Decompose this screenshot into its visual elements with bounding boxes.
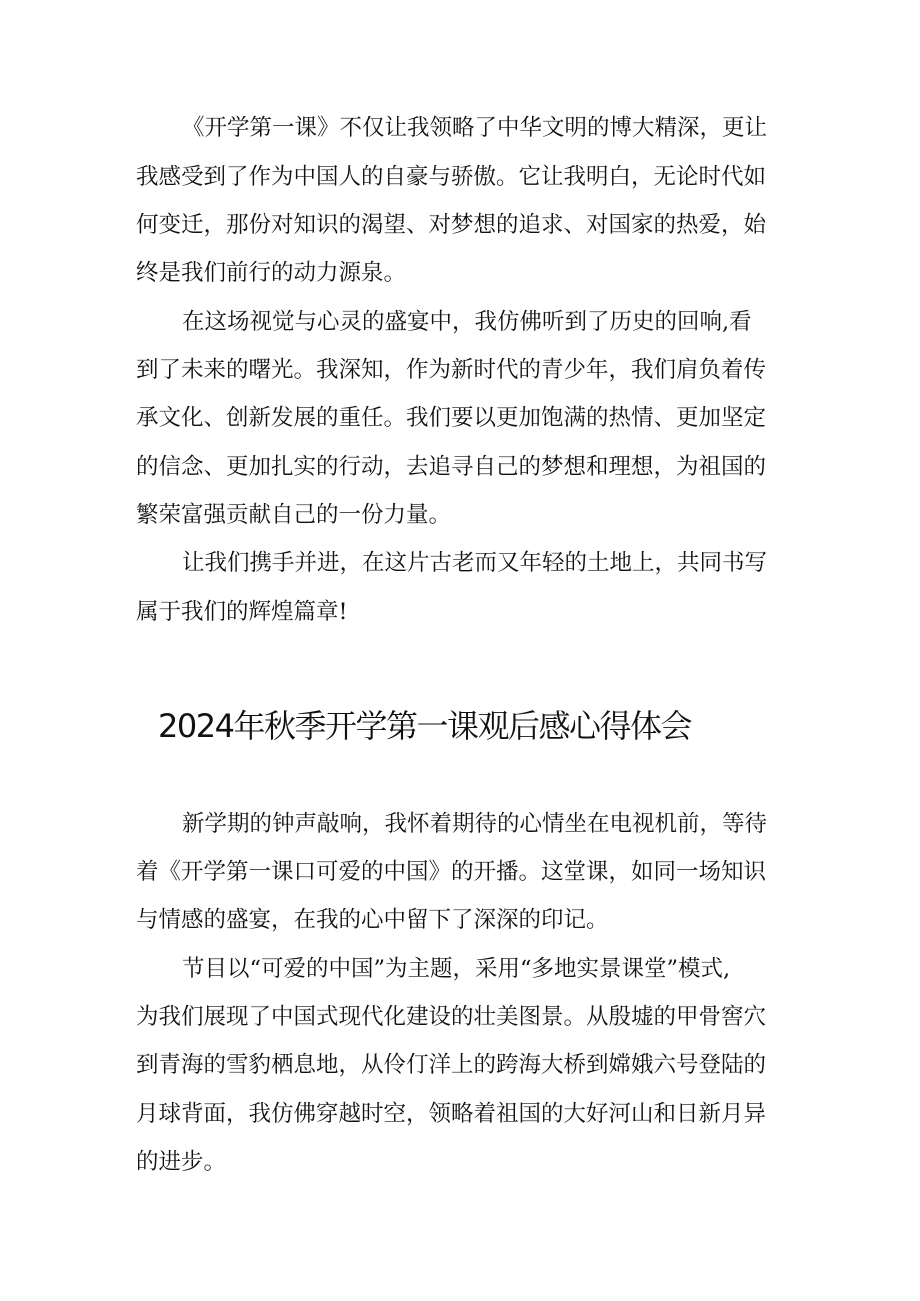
body-text-line: 月球背面，我仿佛穿越时空，领略着祖国的大好河山和日新月异 bbox=[136, 1101, 767, 1127]
body-text-line: 《开学第一课》不仅让我领略了中华文明的博大精深，更让 bbox=[182, 115, 768, 141]
body-text-line: 节目以“可爱的中国”为主题，采用“多地实景课堂”模式, bbox=[182, 956, 731, 982]
body-text-line: 我感受到了作为中国人的自豪与骄傲。它让我明白，无论时代如 bbox=[136, 164, 767, 190]
body-text-line: 的进步。 bbox=[136, 1149, 227, 1175]
body-text-line: 到青海的雪豹栖息地，从伶仃洋上的跨海大桥到嫦娥六号登陆的 bbox=[136, 1052, 767, 1078]
body-text-line: 属于我们的辉煌篇章! bbox=[136, 599, 348, 625]
body-text-line: 让我们携手并进，在这片古老而又年轻的土地上，共同书写 bbox=[182, 550, 768, 576]
body-text-line: 为我们展现了中国式现代化建设的壮美图景。从殷墟的甲骨窖穴 bbox=[136, 1004, 767, 1030]
body-text-line: 的信念、更加扎实的行动，去追寻自己的梦想和理想，为祖国的 bbox=[136, 454, 767, 480]
body-text-line: 与情感的盛宴，在我的心中留下了深深的印记。 bbox=[136, 907, 609, 933]
document-title: 2024年秋季开学第一课观后感心得体会 bbox=[158, 707, 691, 745]
body-text-line: 承文化、创新发展的重任。我们要以更加饱满的热情、更加坚定 bbox=[136, 405, 767, 431]
body-text-line: 在这场视觉与心灵的盛宴中，我仿佛听到了历史的回响,看 bbox=[182, 309, 752, 335]
body-text-line: 新学期的钟声敲响，我怀着期待的心情坐在电视机前，等待 bbox=[182, 811, 768, 837]
body-text-line: 繁荣富强贡献自己的一份力量。 bbox=[136, 502, 452, 528]
body-text-line: 到了未来的曙光。我深知，作为新时代的青少年，我们肩负着传 bbox=[136, 357, 767, 383]
body-text-line: 终是我们前行的动力源泉。 bbox=[136, 260, 407, 286]
body-text-line: 何变迁，那份对知识的渴望、对梦想的追求、对国家的热爱，始 bbox=[136, 212, 767, 238]
body-text-line: 着《开学第一课口可爱的中国》的开播。这堂课，如同一场知识 bbox=[136, 859, 767, 885]
